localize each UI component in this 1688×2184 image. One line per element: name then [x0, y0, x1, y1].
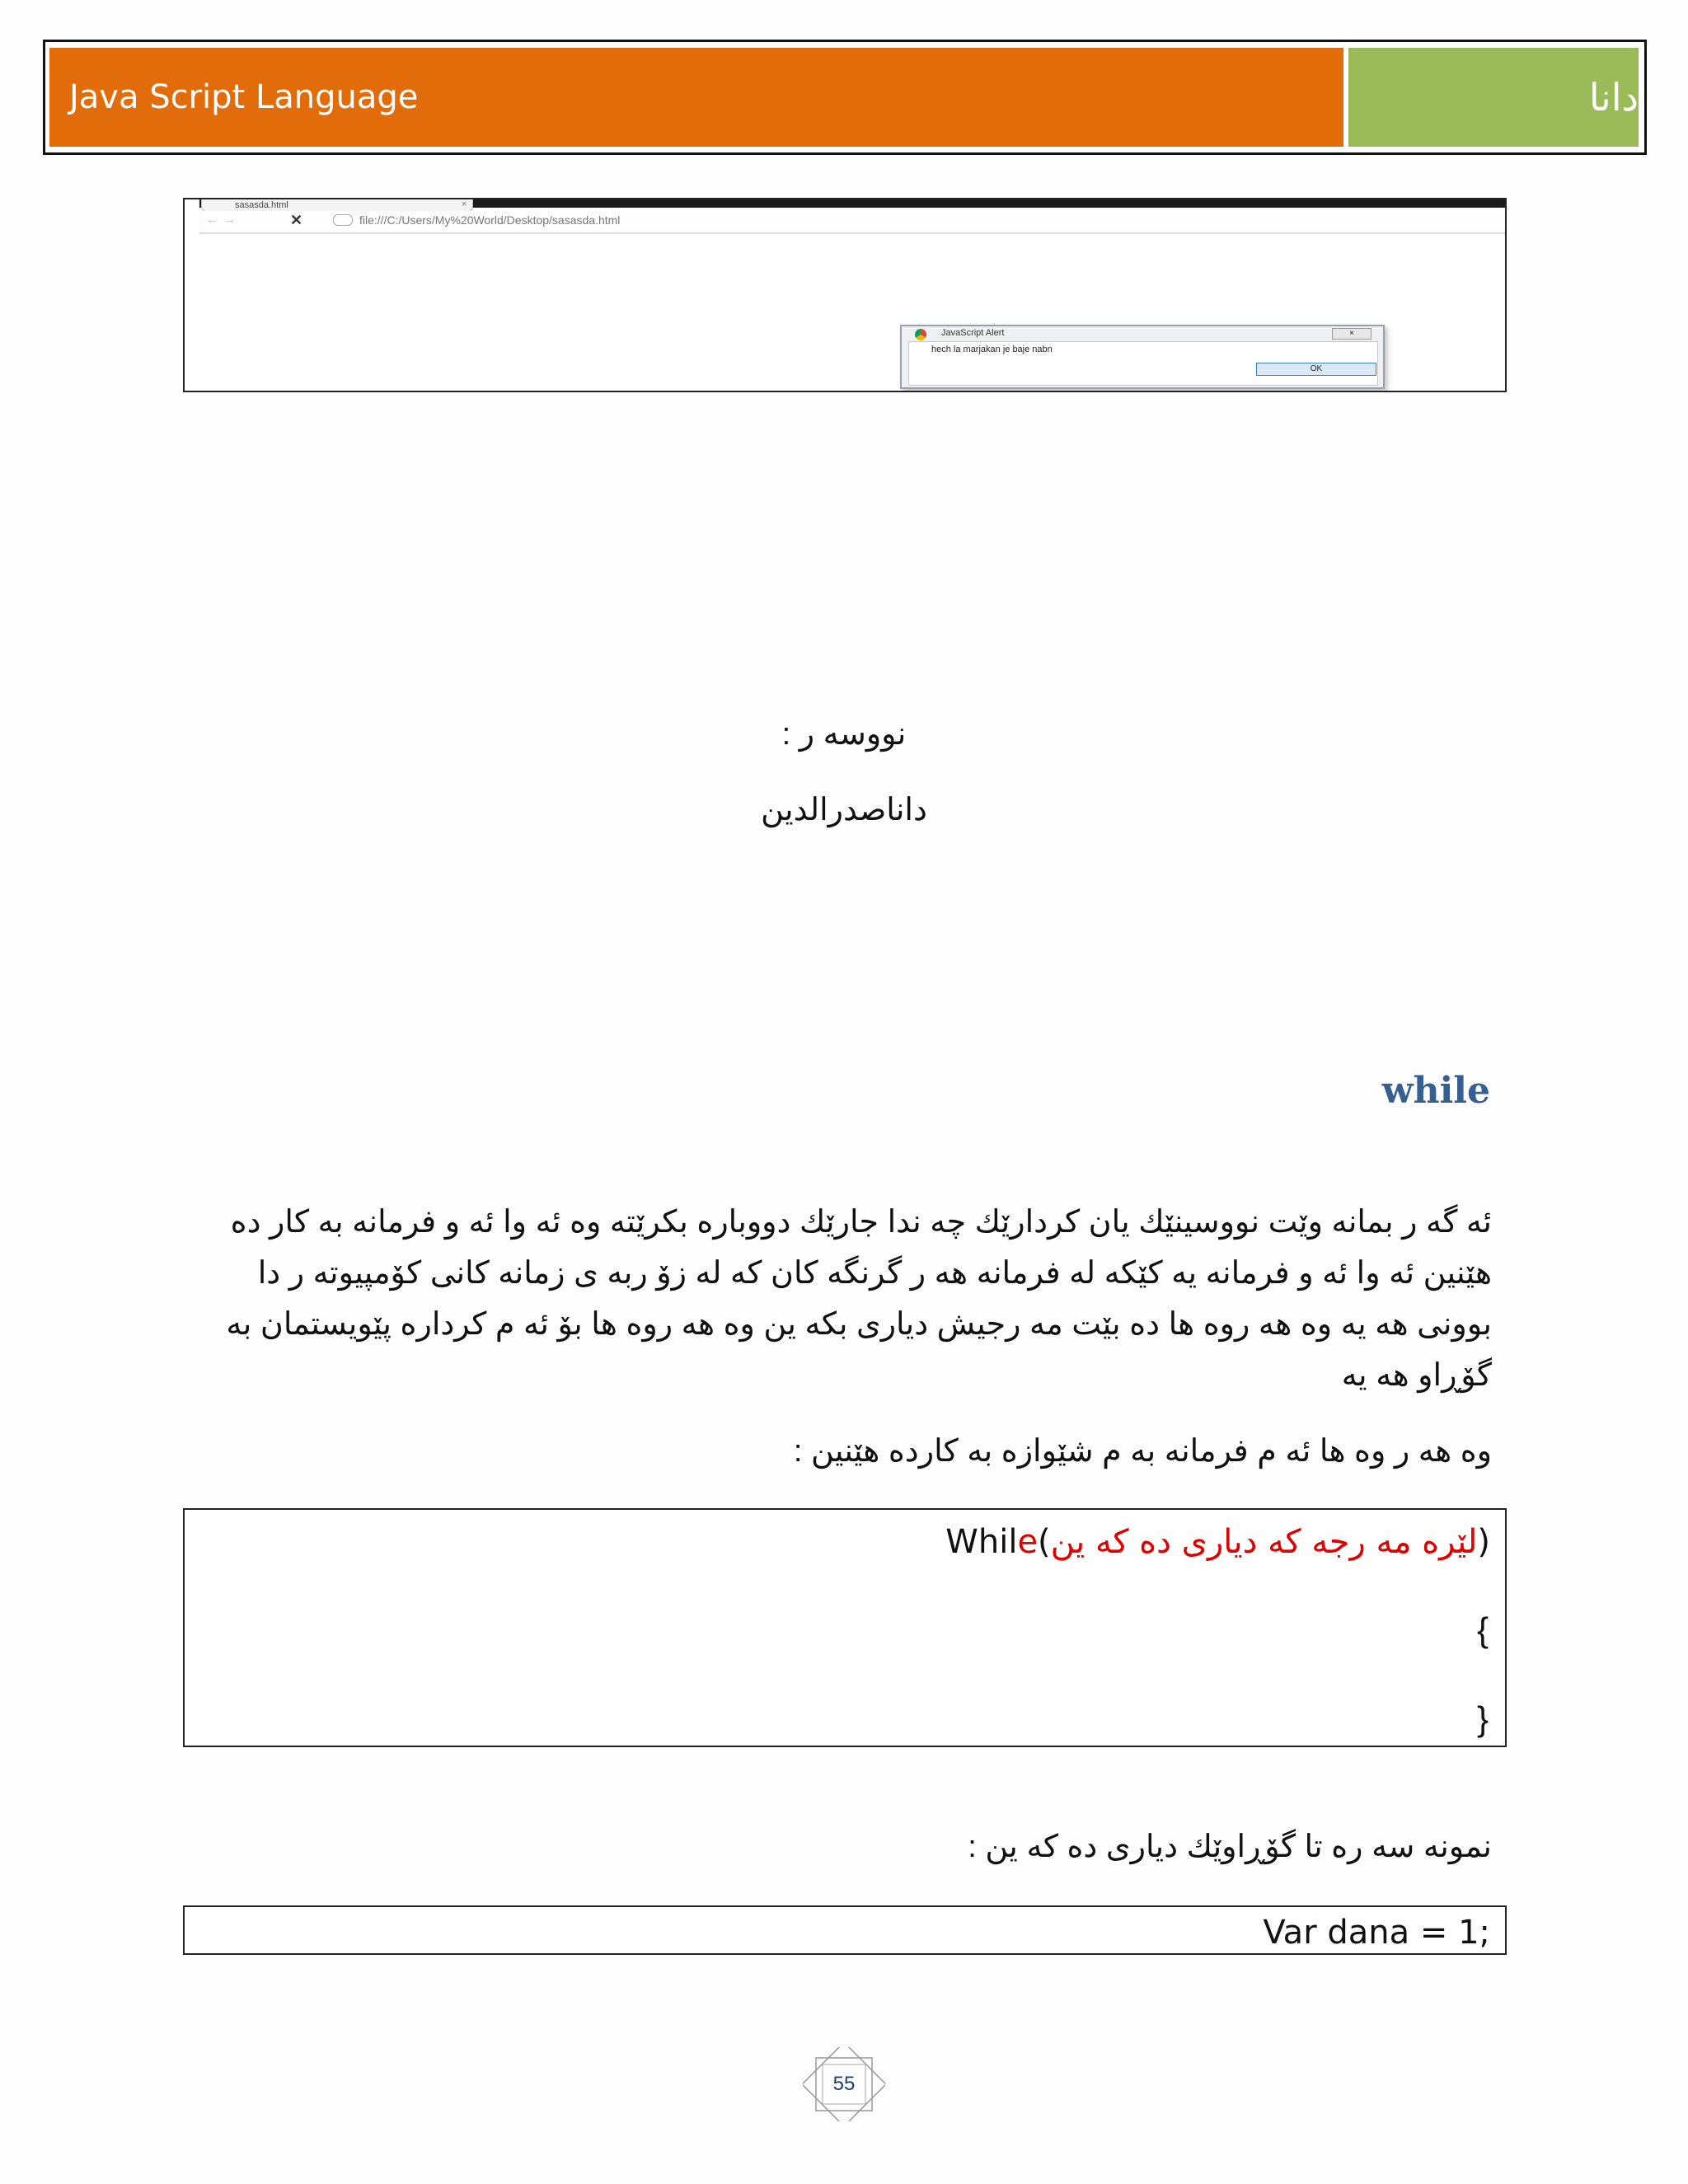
code-box-while	[183, 1508, 1507, 1747]
example-code: Var dana = 1;	[1263, 1914, 1490, 1952]
while-keyword-last: e	[1017, 1523, 1039, 1561]
back-forward-icon: ←→	[206, 213, 241, 227]
page-number-ornament	[803, 2047, 885, 2121]
example-line: نمونه سه ره تا گۆڕاوێك دیاری ده كه ین :	[968, 1830, 1492, 1864]
while-syntax-line	[945, 1523, 1490, 1561]
address-url: file:///C:/Users/My%20World/Desktop/sasasda.html	[359, 213, 621, 227]
open-paren: (	[1038, 1523, 1051, 1561]
brace-open: {	[1476, 1610, 1489, 1649]
stop-icon: ✕	[290, 212, 303, 228]
alert-title: JavaScript Alert	[941, 328, 1005, 338]
header-title: Java Script Language	[49, 48, 1343, 147]
browser-tab: sasasda.html	[201, 199, 473, 213]
author-label: نووسه ر :	[781, 717, 907, 752]
brace-close: }	[1476, 1699, 1489, 1738]
header-author: دانا	[1348, 48, 1639, 147]
alert-close-icon: ×	[1332, 328, 1372, 340]
code-box-example	[183, 1905, 1507, 1955]
author-name: داناصدرالدين	[761, 793, 927, 827]
browser-screenshot	[183, 198, 1507, 392]
body-paragraph: ئه گه ر بمانه وێت نووسینێك یان كردارێك چه ندا جارێك دووباره بكرێته وه ئه وا ئه و فرمانه به كار ده هێنین ئه وا ئه و فرمانه یه كێكه له فرمانه هه ر گرنگه كان كه له زۆ ربه ی زمانه كانی كۆمپیوته ر دا بوونی هه یه وه هه روه ها ده بێت مه رجیش دیاری بكه ین وه هه روه ها بۆ ئه م كرداره پێویستمان به گۆڕاو هه یه	[226, 1205, 1492, 1393]
chrome-icon	[915, 329, 926, 340]
tab-close-icon: ×	[462, 199, 467, 209]
page-number: 55	[832, 2073, 856, 2095]
while-keyword: Whil	[945, 1523, 1018, 1561]
while-condition: لێره مه رجه كه دیاری ده كه ین	[1050, 1523, 1478, 1561]
usage-line: وه هه ر وه ها ئه م فرمانه به م شێوازه به كارده هێنین :	[793, 1434, 1492, 1469]
close-paren: )	[1477, 1523, 1490, 1561]
alert-ok-button: OK	[1256, 363, 1376, 376]
alert-message: hech la marjakan je baje nabn	[931, 344, 1053, 354]
alert-dialog	[900, 325, 1385, 389]
section-title: while	[1381, 1070, 1490, 1112]
